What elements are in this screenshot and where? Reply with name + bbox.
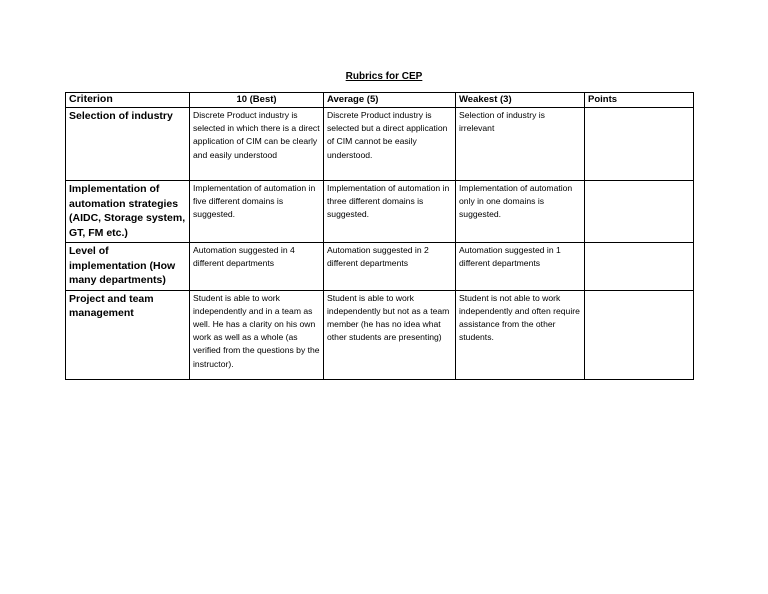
best-cell: Automation suggested in 4 different departments [190, 243, 324, 291]
points-cell [585, 108, 694, 181]
points-cell [585, 290, 694, 379]
header-best: 10 (Best) [190, 93, 324, 108]
header-weakest: Weakest (3) [456, 93, 585, 108]
table-row [66, 108, 694, 181]
document-title: Rubrics for CEP [345, 71, 423, 82]
weakest-cell: Selection of industry is irrelevant [456, 108, 585, 181]
points-cell [585, 181, 694, 243]
header-points: Points [585, 93, 694, 108]
weakest-cell: Student is not able to work independently and often require assistance from the other students. [456, 290, 585, 379]
header-row [66, 93, 694, 108]
table-row [66, 243, 694, 291]
criterion-cell: Implementation of automation strategies (AIDC, Storage system, GT, FM etc.) [66, 181, 190, 243]
rubric-table [65, 92, 694, 380]
header-criterion: Criterion [66, 93, 190, 108]
criterion-cell: Project and team management [66, 290, 190, 379]
average-cell: Discrete Product industry is selected but a direct application of CIM cannot be easily understood. [324, 108, 456, 181]
points-cell [585, 243, 694, 291]
weakest-cell: Automation suggested in 1 different departments [456, 243, 585, 291]
average-cell: Student is able to work independently but not as a team member (he has no idea what other students are presenting) [324, 290, 456, 379]
header-average: Average (5) [324, 93, 456, 108]
table-row [66, 290, 694, 379]
weakest-cell: Implementation of automation only in one domains is suggested. [456, 181, 585, 243]
best-cell: Student is able to work independently and in a team as well. He has a clarity on his own work as well as a whole (as verified from the questions by the instructor). [190, 290, 324, 379]
best-cell: Discrete Product industry is selected in which there is a direct application of CIM can be clearly and easily understood [190, 108, 324, 181]
average-cell: Automation suggested in 2 different departments [324, 243, 456, 291]
average-cell: Implementation of automation in three different domains is suggested. [324, 181, 456, 243]
criterion-cell: Level of implementation (How many departments) [66, 243, 190, 291]
best-cell: Implementation of automation in five different domains is suggested. [190, 181, 324, 243]
table-row [66, 181, 694, 243]
criterion-cell: Selection of industry [66, 108, 190, 181]
